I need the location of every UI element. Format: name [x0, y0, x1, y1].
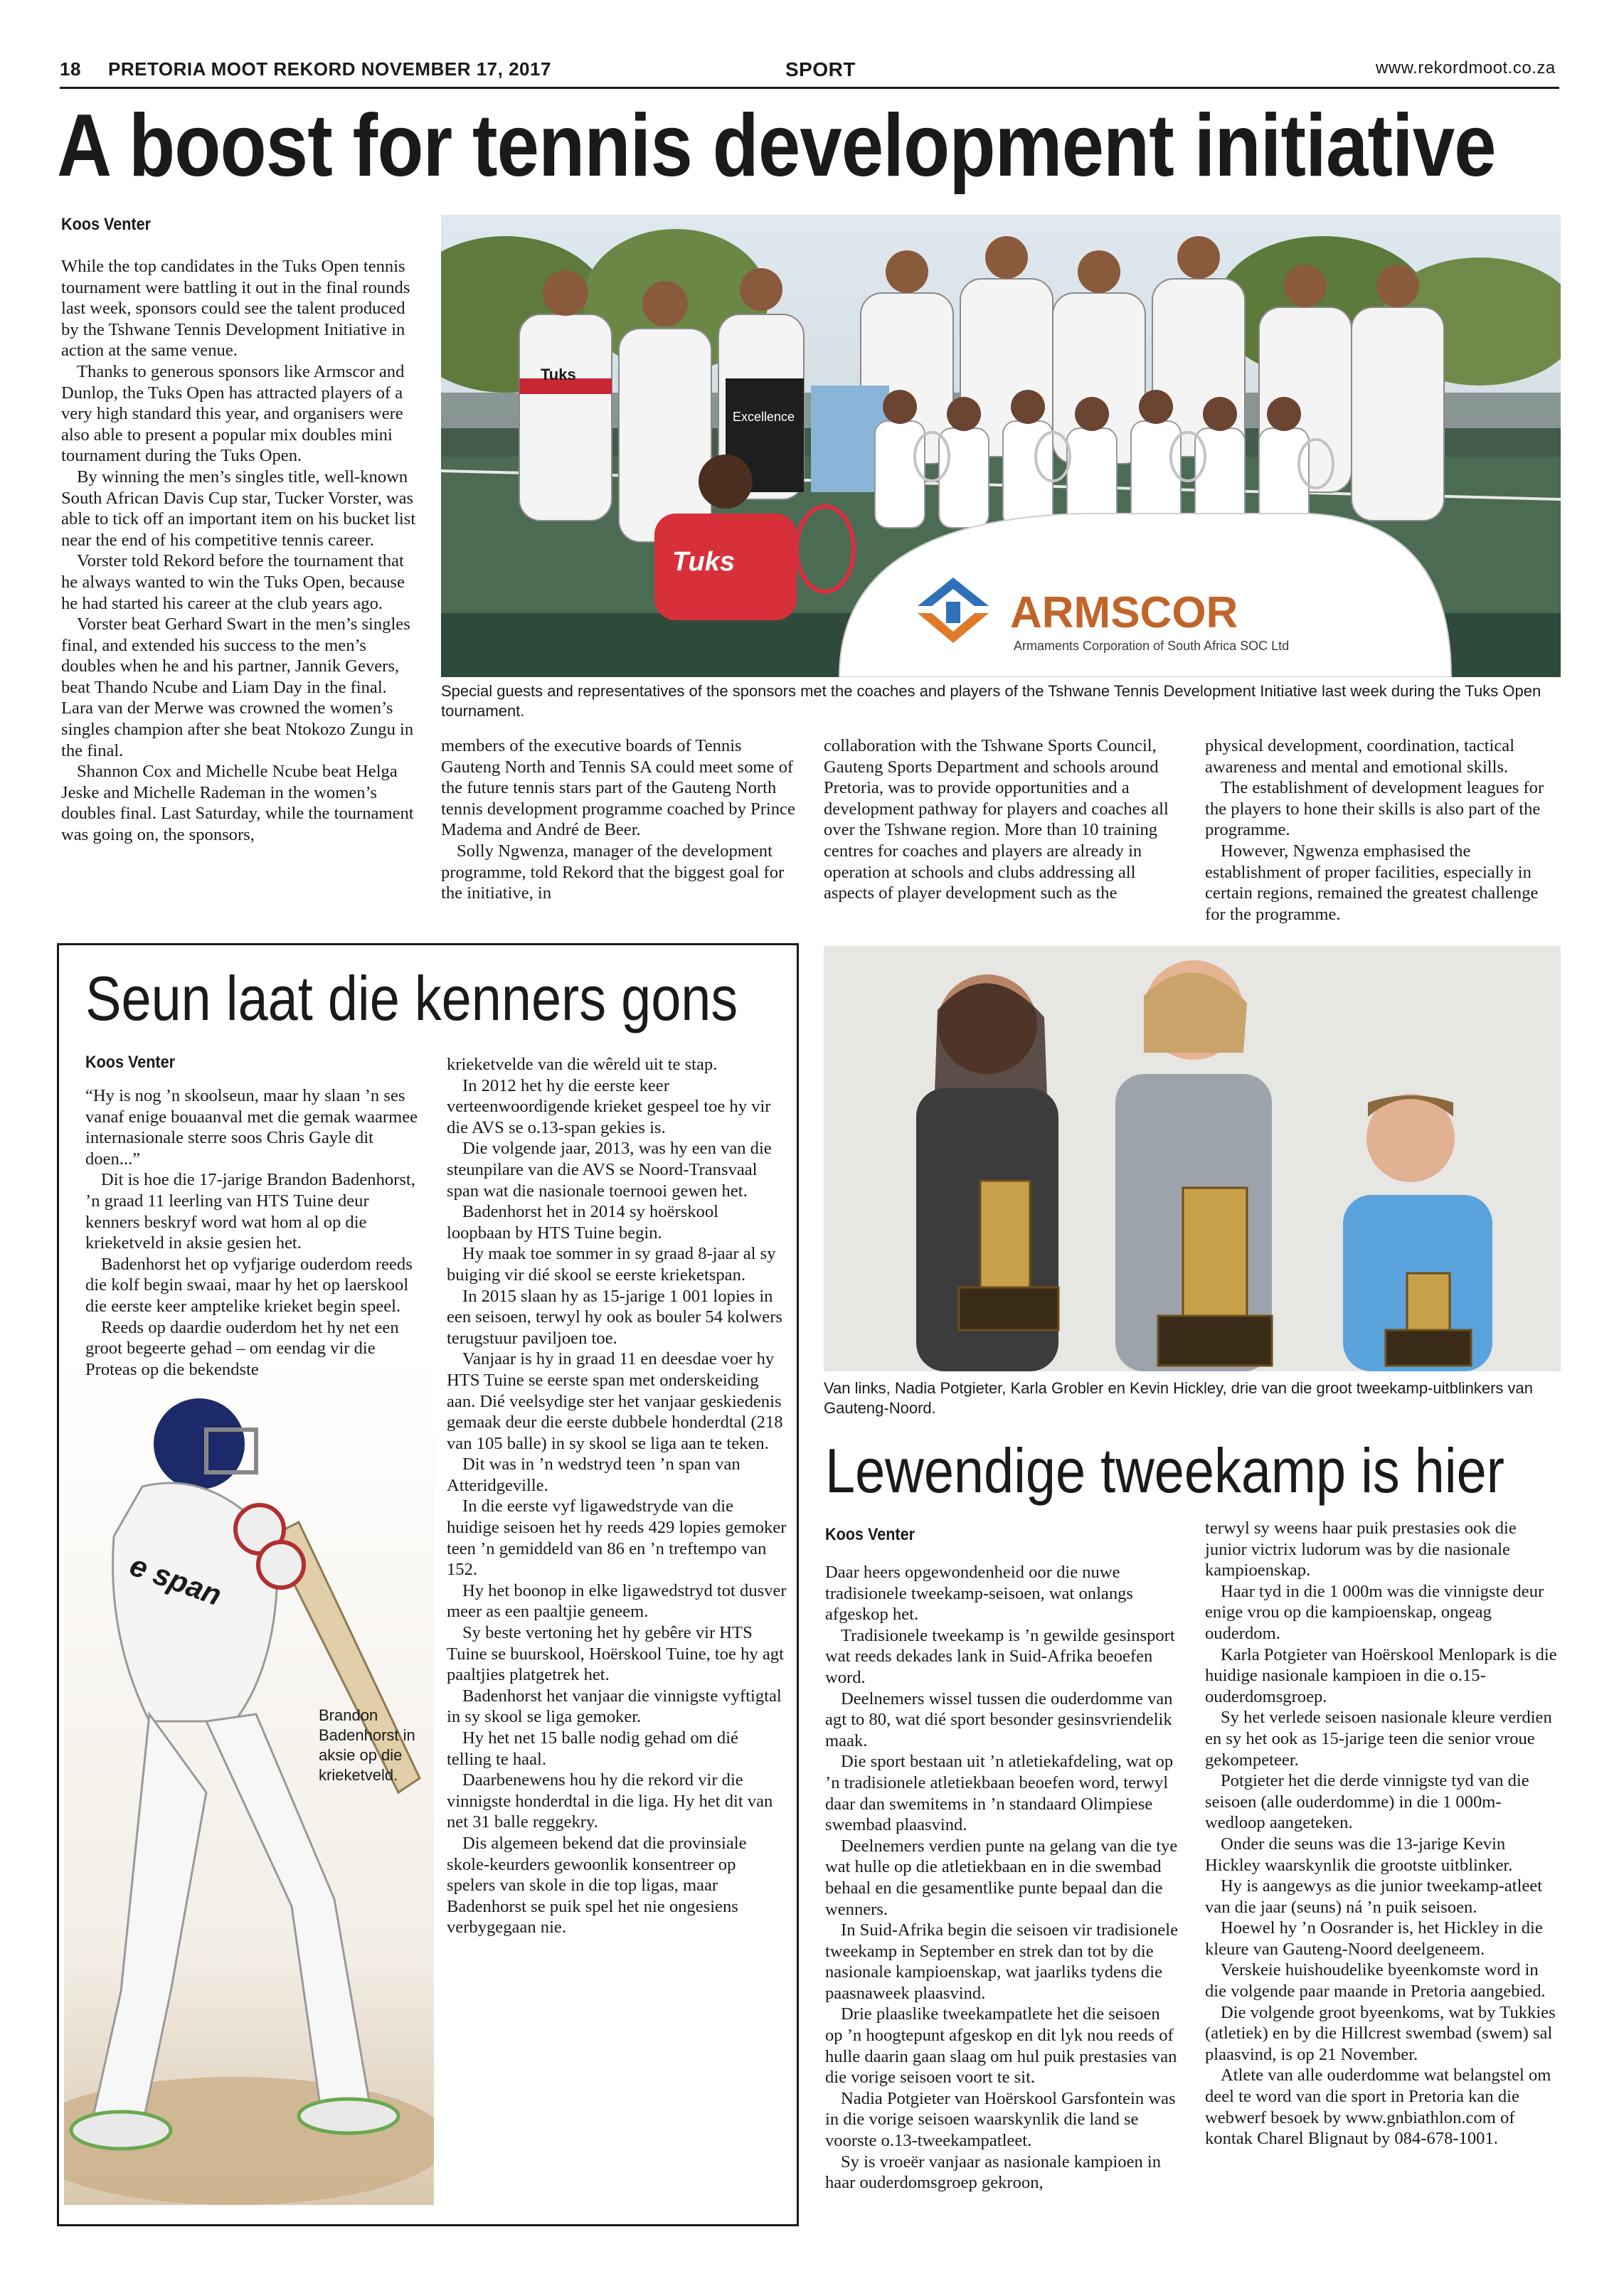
paragraph: However, Ngwenza emphasised the establishment of proper facilities, especially in certain regions, remained the greatest challenge for the programme. — [1205, 841, 1539, 924]
paragraph: Deelnemers wissel tussen die ouderdomme van agt to 80, wat dié sport besonder gesinsvriendelik maak. — [825, 1689, 1173, 1750]
story3-column-2 — [1205, 1518, 1561, 2149]
paragraph: Badenhorst het op vyfjarige ouderdom reeds die kolf begin swaai, maar hy het op laerskool die eerste keer amptelike krieket begin speel. — [85, 1254, 413, 1316]
paragraph: Potgieter het die derde vinnigste tyd van die seisoen (alle ouderdomme) in die 1 000m-wedloop aangeteken. — [1205, 1771, 1529, 1833]
paragraph: terwyl sy weens haar puik prestasies ook die junior victrix ludorum was by die nasionale kampioenskap. — [1205, 1519, 1517, 1580]
paragraph: Dis algemeen bekend dat die provinsiale skole-keurders gewoonlik konsentreer op spelers van skole in die top ligas, maar Badenhorst se puik spel het nie ongesiens verbygegaan nie. — [447, 1833, 747, 1938]
paragraph: Die volgende groot byeenkoms, wat by Tukkies (atletiek) en by die Hillcrest swembad (swem) sal plaasvind, is op 21 November. — [1205, 2002, 1556, 2064]
biathlon-photo-svg — [824, 946, 1561, 1371]
tennis-photo-svg — [441, 215, 1561, 677]
story1-column-4 — [1205, 735, 1561, 925]
paragraph: Hy het boonop in elke ligawedstryd tot dusver meer as een paaltjie geneem. — [447, 1580, 787, 1622]
cricket-shirt-text: e span — [125, 1548, 226, 1612]
header-rule — [60, 87, 1559, 89]
paragraph: Hy is aangewys as die junior tweekamp-atleet van die jaar (seuns) ná ’n puik seisoen. — [1205, 1876, 1543, 1917]
paragraph: Deelnemers verdien punte na gelang van die tye wat hulle op die atletiekbaan en in die swembad behaal en die gesamentlike punte bepaal dan die wenners. — [825, 1836, 1178, 1919]
paragraph: physical development, coordination, tactical awareness and mental and emotional skills. — [1205, 736, 1515, 777]
paragraph: In Suid-Afrika begin die seisoen vir tradisionele tweekamp in September en strek dan tot by die nasionale kampioenskap, wat jaarliks tydens die paasnaweek plaasvind. — [825, 1920, 1178, 2003]
paragraph: Tradisionele tweekamp is ’n gewilde gesinsport wat reeds dekades lank in Suid-Afrika beoefen word. — [825, 1625, 1175, 1687]
paragraph: Vorster beat Gerhard Swart in the men’s singles final, and extended his success to the men’s doubles when he and his partner, Jannik Gevers, beat Thando Ncube and Liam Day in the final. Lara van der Merwe was crowned the women’s singles champion after she beat Ntokozo Zungu in the final. — [61, 615, 414, 760]
paragraph: Die volgende jaar, 2013, was hy een van die steunpilare van die AVS se Noord-Transvaal span wat die nasionale toernooi gewen het. — [447, 1139, 772, 1201]
cricket-photo-caption: Brandon Badenhorst in aksie op die krieketveld. — [319, 1706, 415, 1784]
story2-byline: Koos Venter — [85, 1053, 176, 1072]
paragraph: Dit was in ’n wedstryd teen ’n span van Atteridgeville. — [447, 1455, 741, 1495]
paragraph: collaboration with the Tshwane Sports Council, Gauteng Sports Department and schools around Pretoria, was to provide opportunities and a development pathway for players and coaches all over the Tshwane region. More than 10 training centres for coaches and players are already in operation at schools and clubs addressing all aspects of player development such as the — [824, 736, 1169, 903]
main-headline: A boost for tennis development initiative — [57, 97, 1496, 195]
story1-column-1 — [61, 256, 417, 846]
story1-column-2 — [441, 735, 797, 904]
paragraph: Verskeie huishoudelike byeenkomste word in die volgende paar maande in Pretoria aangebied. — [1205, 1960, 1546, 2002]
tuks-shirt-text: Tuks — [672, 547, 736, 577]
paragraph: Haar tyd in die 1 000m was die vinnigste deur enige vrou op die kampioenskap, ongeag ouderdom. — [1205, 1581, 1544, 1643]
paragraph: Badenhorst het vanjaar die vinnigste vyftigtal in sy skool se liga gemoker. — [447, 1686, 782, 1727]
story3-column-1 — [825, 1562, 1181, 2194]
paragraph: Daar heers opgewondenheid oor die nuwe tradisionele tweekamp-seisoen, wat onlangs afgeskop het. — [825, 1563, 1133, 1625]
story2-column-1 — [85, 1085, 420, 1380]
paragraph: Nadia Potgieter van Hoërskool Garsfontein was in die vorige seisoen waarskynlik die land se voorste o.13-tweekampatleet. — [825, 2088, 1176, 2151]
tennis-photo-caption: Special guests and representatives of the sponsors met the coaches and players of the Tshwane Tennis Development Initiative last week during the Tuks Open tournament. — [441, 682, 1541, 720]
biathlon-photo-caption: Van links, Nadia Potgieter, Karla Grobler en Kevin Hickley, drie van die groot tweekamp-uitblinkers van Gauteng-Noord. — [824, 1379, 1534, 1417]
excellence-shirt-text: Excellence — [733, 410, 795, 424]
paragraph: krieketvelde van die wêreld uit te stap. — [447, 1055, 718, 1074]
paragraph: Sy beste vertoning het hy gebêre vir HTS Tuine se buurskool, Hoërskool Tuine, toe hy agt paaltjies platgetrek het. — [447, 1623, 784, 1685]
paragraph: Sy is vroeër vanjaar as nasionale kampioen in haar ouderdomsgroep gekroon, — [825, 2152, 1162, 2193]
paragraph: Vorster told Rekord before the tournament that he always wanted to win the Tuks Open, because he had started his career at the club years ago. — [61, 551, 405, 613]
story1-byline: Koos Venter — [61, 215, 152, 234]
paragraph: Atlete van alle ouderdomme wat belangstel om deel te word van die sport in Pretoria kan die webwerf besoek by www.gnbiathlon.com of kontak Charel Blignaut by 084-678-1001. — [1205, 2066, 1551, 2149]
paragraph: Shannon Cox and Michelle Ncube beat Helga Jeske and Michelle Rademan in the women’s doubles final. Last Saturday, while the tournament was going on, the sponsors, — [61, 762, 414, 845]
tennis-group-photo — [441, 215, 1561, 677]
publication-line: PRETORIA MOOT REKORD NOVEMBER 17, 2017 — [108, 58, 551, 80]
story1-column-3 — [824, 735, 1179, 904]
story3-byline: Koos Venter — [825, 1525, 915, 1544]
paragraph: The establishment of development leagues for the players to hone their skills is also part of the programme. — [1205, 778, 1544, 840]
paragraph: Hy maak toe sommer in sy graad 8-jaar al sy buiging vir dié skool se eerste krieketspan. — [447, 1244, 776, 1285]
paragraph: members of the executive boards of Tennis Gauteng North and Tennis SA could meet some of the future tennis stars part of the Gauteng North tennis development programme coached by Prince Madema and André de Beer. — [441, 736, 795, 840]
paragraph: Die sport bestaan uit ’n atletiekafdeling, wat op ’n tradisionele atletiekbaan beoefen word, terwyl daar dan swemitems in ’n standaard Olimpiese swembad plaasvind. — [825, 1752, 1174, 1835]
paragraph: While the top candidates in the Tuks Open tennis tournament were battling it out in the final rounds last week, sponsors could see the talent produced by the Tshwane Tennis Development Initiative in action at the same venue. — [61, 257, 410, 361]
tuks-shirt-small: Tuks — [541, 366, 576, 383]
paragraph: Dit is hoe die 17-jarige Brandon Badenhorst, ’n graad 11 leerling van HTS Tuine deur kenners beskryf word wat hom al op die krieketveld in aksie gesien het. — [85, 1170, 415, 1253]
paragraph: Sy het verlede seisoen nasionale kleure verdien en sy het ook as 15-jarige teen die senior vroue gekompeteer. — [1205, 1708, 1552, 1770]
paragraph: In die eerste vyf ligawedstryde van die huidige seisoen het hy reeds 429 lopies gemoker teen ’n gemiddeld van 86 en ’n treftempo van 152. — [447, 1497, 787, 1580]
paragraph: Karla Potgieter van Hoërskool Menlopark is die huidige nasionale kampioen in die o.15-ouderdomsgroep. — [1205, 1644, 1557, 1706]
armscor-banner-title: ARMSCOR — [1010, 588, 1238, 637]
paragraph: Vanjaar is hy in graad 11 en deesdae voer hy HTS Tuine se eerste span met onderskeiding aan. Dié veelsydige ster het vanjaar geskiedenis gemaak deur die eerste dubbele honderdtal (218 van 105 balle) in sy skool se liga aan te teken. — [447, 1349, 783, 1453]
section-label: SPORT — [785, 58, 856, 80]
paragraph: Drie plaaslike tweekampatlete het die seisoen op ’n hoogtepunt afgeskop en dit lyk nou reeds of hulle daarin gaan slaag om hul puik prestasies van die vorige seisoen voort te sit. — [825, 2004, 1177, 2088]
paragraph: Daarbenewens hou hy die rekord vir die vinnigste honderdtal in die liga. Hy het dit van net 31 balle reggekry. — [447, 1770, 773, 1832]
paragraph: Solly Ngwenza, manager of the development programme, told Rekord that the biggest goal for the initiative, in — [441, 841, 785, 903]
paragraph: By winning the men’s singles title, well-known South African Davis Cup star, Tucker Vorster, was able to tick off an important item on his bucket list near the end of his competitive tennis career. — [61, 467, 416, 550]
biathlon-headline: Lewendige tweekamp is hier — [825, 1435, 1504, 1506]
biathlon-athletes-photo — [824, 946, 1561, 1371]
paragraph: Hy het net 15 balle nodig gehad om dié telling te haal. — [447, 1728, 738, 1769]
paragraph: In 2015 slaan hy as 15-jarige 1 001 lopies in een seisoen, terwyl hy ook as bouler 54 kolwers terugstuur paviljoen toe. — [447, 1286, 782, 1348]
paragraph: Badenhorst het in 2014 sy hoërskool loopbaan by HTS Tuine begin. — [447, 1202, 718, 1243]
paragraph: Thanks to generous sponsors like Armscor and Dunlop, the Tuks Open has attracted players of a very high standard this year, and organisers were also able to present a popular mix doubles mini tournament during the Tuks Open. — [61, 361, 405, 466]
paragraph: In 2012 het hy die eerste keer verteenwoordigende krieket gespeel toe hy vir die AVS se o.13-span gekies is. — [447, 1075, 771, 1137]
armscor-banner-subtitle: Armaments Corporation of South Africa SOC Ltd — [1014, 639, 1290, 653]
cricket-headline: Seun laat die kenners gons — [85, 963, 738, 1033]
page-number: 18 — [60, 58, 81, 80]
paragraph: Reeds op daardie ouderdom het hy net een groot begeerte gehad – om eendag vir die Proteas op die bekendste — [85, 1317, 399, 1379]
paragraph: “Hy is nog ’n skoolseun, maar hy slaan ’n ses vanaf enige bouaanval met die gemak waarmee internasionale sterre soos Chris Gayle dit doen...” — [85, 1086, 418, 1169]
paragraph: Onder die seuns was die 13-jarige Kevin Hickley waarskynlik die grootste uitblinker. — [1205, 1834, 1513, 1875]
paragraph: Hoewel hy ’n Oosrander is, het Hickley in die kleure van Gauteng-Noord deelgeneem. — [1205, 1918, 1543, 1959]
website-link[interactable]: www.rekordmoot.co.za — [1376, 58, 1556, 78]
story2-column-2 — [447, 1054, 787, 1938]
